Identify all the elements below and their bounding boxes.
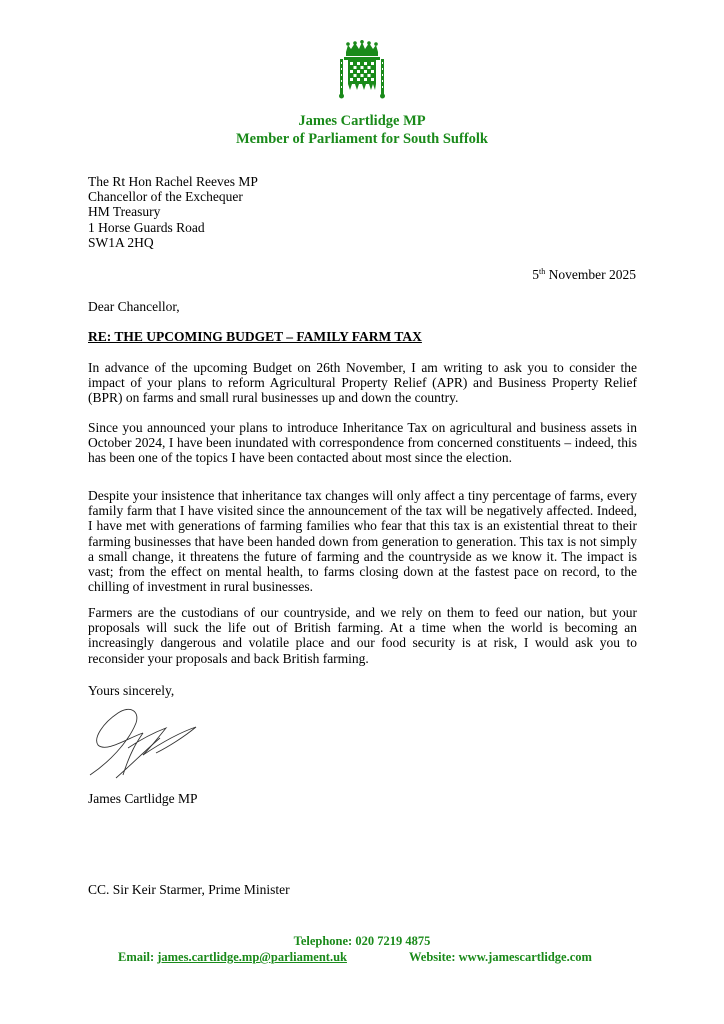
date-day: 5 [532, 267, 540, 282]
footer-email [118, 950, 347, 965]
mp-constituency-heading: Member of Parliament for South Suffolk [236, 131, 488, 147]
recipient-address [88, 174, 258, 250]
email-link[interactable]: james.cartlidge.mp@parliament.uk [157, 950, 347, 964]
signer-name: James Cartlidge MP [88, 791, 198, 806]
footer-website[interactable]: Website: www.jamescartlidge.com [409, 950, 592, 964]
date-rest: November 2025 [545, 267, 636, 282]
salutation: Dear Chancellor, [88, 299, 180, 314]
portcullis-icon [337, 40, 387, 100]
closing: Yours sincerely, [88, 683, 175, 698]
address-line: HM Treasury [88, 204, 161, 220]
signature-icon [88, 703, 218, 783]
address-line: The Rt Hon Rachel Reeves MP [88, 174, 258, 189]
footer-telephone: Telephone: 020 7219 4875 [293, 934, 431, 948]
mp-name-heading: James Cartlidge MP [298, 113, 426, 129]
letter-date [532, 267, 636, 283]
date-suffix: th [539, 267, 546, 276]
address-line: SW1A 2HQ [88, 234, 154, 250]
address-line: 1 Horse Guards Road [88, 219, 205, 235]
address-line: Chancellor of the Exchequer [88, 189, 243, 205]
subject-line: RE: THE UPCOMING BUDGET – FAMILY FARM TAX [88, 329, 422, 344]
body-paragraph: In advance of the upcoming Budget on 26th November, I am writing to ask you to consider the impact of your plans to reform Agricultural Property Relief (APR) and Business Property Relief (BPR) on farms and small rural businesses up and down the country. [88, 360, 637, 406]
body-paragraph: Despite your insistence that inheritance tax changes will only affect a tiny percentage of farms, every family farm that I have visited since the announcement of the tax will be negatively affected. Indeed, I have met with generations of farming families who fear that this tax is an existential threat to their farming businesses that have been handed down from generation to generation. This tax is not simply a small change, it threatens the future of farming and the countryside as we know it. The impact is vast; from the effect on mental health, to farms closing down at the fastest pace on record, to the chilling of investment in rural businesses. [88, 488, 637, 595]
body-paragraph: Since you announced your plans to introduce Inheritance Tax on agricultural and business assets in October 2024, I have been inundated with correspondence from concerned constituents – indeed, this has been one of the topics I have been contacted about most since the election. [88, 420, 637, 466]
cc-line: CC. Sir Keir Starmer, Prime Minister [88, 882, 290, 897]
body-paragraph: Farmers are the custodians of our countryside, and we rely on them to feed our nation, but your proposals will suck the life out of British farming. At a time when the world is becoming an increasingly dangerous and volatile place and our food security is at risk, I would ask you to reconsider your proposals and back British farming. [88, 605, 637, 666]
email-label: Email: [118, 950, 158, 964]
